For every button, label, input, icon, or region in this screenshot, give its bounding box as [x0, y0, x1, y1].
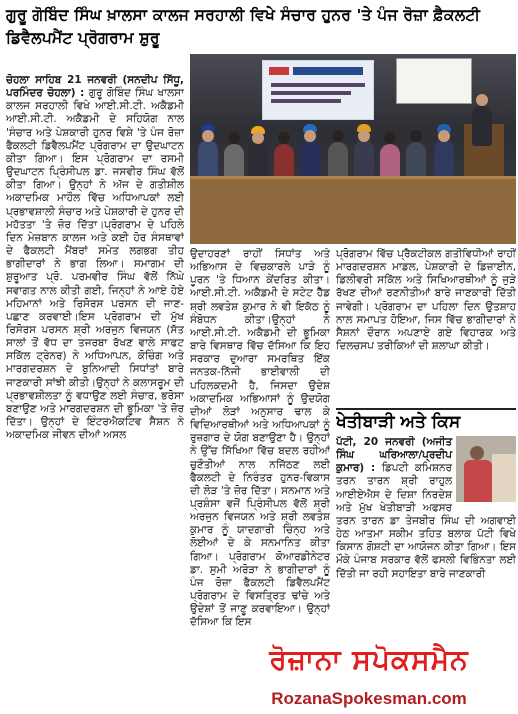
article-column-3 — [336, 248, 516, 408]
article-column-2 — [190, 248, 330, 656]
second-article-column — [336, 436, 516, 630]
article-dateline: ਚੋਹਲਾ ਸਾਹਿਬ 21 ਜਨਵਰੀ (ਸਨਦੀਪ ਸਿੱਧੂ, ਪਰਮਿੰਦਰ ਚੋਹਲਾ) : — [6, 74, 184, 100]
event-photo — [190, 54, 516, 244]
second-article-headline: ਖੇਤੀਬਾੜੀ ਅਤੇ ਕਿਸ — [336, 412, 461, 432]
second-article-dateline: ਪੱਟੀ, 20 ਜਨਵਰੀ (ਅਜੀਤ ਸਿੰਘ ਘਰਿਆਲਾ/ਪ੍ਰਦੀਪ ਕੁਮਾਰ) : — [336, 436, 452, 475]
section-divider — [336, 408, 516, 410]
article-body-1: ਗੁਰੂ ਗੋਬਿੰਦ ਸਿੰਘ ਖਾਲਸਾ ਕਾਲਜ ਸਰਹਾਲੀ ਵਿਖੇ ਆਈ.ਸੀ.ਟੀ. ਅਕੈਡਮੀ ਆਈ.ਸੀ.ਟੀ. ਅਕੈਡਮੀ ਦੇ ਸਹਿਯੋਗ ਨਾਲ 'ਸੰਚਾਰ ਅਤੇ ਪੇਸ਼ਕਾਰੀ ਹੁਨਰ ਵਿਸ਼ੇ 'ਤੇ ਪੰਜ ਰੋਜ਼ਾ ਫੈਕਲਟੀ ਡਿਵੈਲਪਮੈਂਟ ਪ੍ਰੋਗਰਾਮ ਦਾ ਉਦਘਾਟਨ ਕੀਤਾ ਗਿਆ। ਇਸ ਪ੍ਰੋਗਰਾਮ ਦਾ ਰਸਮੀ ਉਦਘਾਟਨ ਪ੍ਰਿੰਸੀਪਲ ਡਾ. ਜਸਵੀਰ ਸਿੰਘ ਵੱਲੋਂ ਕੀਤਾ ਗਿਆ। ਉਨ੍ਹਾਂ ਨੇ ਅੱਜ ਦੇ ਗਤੀਸ਼ੀਲ ਅਕਾਦਮਿਕ ਮਾਹੌਲ ਵਿੱਚ ਅਧਿਆਪਕਾਂ ਲਈ ਪ੍ਰਭਾਵਸ਼ਾਲੀ ਸੰਚਾਰ ਅਤੇ ਪੇਸ਼ਕਾਰੀ ਦੇ ਹੁਨਰ ਦੀ ਮਹੱਤਤਾ 'ਤੇ ਜ਼ੋਰ ਦਿੱਤਾ।ਪ੍ਰੋਗਰਾਮ ਦੇ ਪਹਿਲੇ ਦਿਨ ਮੇਜ਼ਬਾਨ ਕਾਲਜ ਅਤੇ ਕਈ ਹੋਰ ਸੰਸਥਾਵਾਂ ਦੇ ਫੈਕਲਟੀ ਮੈਂਬਰਾਂ ਸਮੇਤ ਲਗਭਗ ਤੀਹ ਭਾਗੀਦਾਰਾਂ ਨੇ ਭਾਗ ਲਿਆ। ਸਮਾਗਮ ਦੀ ਸ਼ੁਰੂਆਤ ਪ੍ਰੋ. ਪਰਮਵੀਰ ਸਿੰਘ ਵੱਲੋਂ ਨਿੱਘੇ ਸਵਾਗਤ ਨਾਲ ਕੀਤੀ ਗਈ, ਜਿਨ੍ਹਾਂ ਨੇ ਆਏ ਹੋਏ ਮਹਿਮਾਨਾਂ ਅਤੇ ਰਿਸੋਰਸ ਪਰਸਨ ਦੀ ਜਾਣ-ਪਛਾਣ ਕਰਵਾਈ।ਇਸ ਪ੍ਰੋਗਰਾਮ ਦੀ ਮੁੱਖ ਰਿਸੋਰਸ ਪਰਸਨ ਸ਼੍ਰੀ ਅਰਜੁਨ ਵਿਜਯਨ (ਸੱਤ ਸਾਲਾਂ ਤੋਂ ਵੱਧ ਦਾ ਤਜਰਬਾ ਰੱਖਣ ਵਾਲੇ ਸਾਫਟ ਸਕਿੱਲ ਟ੍ਰੇਨਰ) ਨੇ ਅਧਿਆਪਨ, ਕੋਚਿੰਗ ਅਤੇ ਮਾਰਗਦਰਸ਼ਨ ਦੇ ਬੁਨਿਆਦੀ ਸਿਧਾਂਤਾਂ ਬਾਰੇ ਜਾਣਕਾਰੀ ਸਾਂਝੀ ਕੀਤੀ।ਉਨ੍ਹਾਂ ਨੇ ਕਲਾਸਰੂਮ ਦੀ ਪ੍ਰਭਾਵਸ਼ੀਲਤਾ ਨੂੰ ਵਧਾਉਣ ਲਈ ਸੰਚਾਰ, ਭਰੋਸਾ ਬਣਾਉਣ ਅਤੇ ਮਾਰਗਦਰਸ਼ਨ ਦੀ ਭੂਮਿਕਾ 'ਤੇ ਜ਼ੋਰ ਦਿੱਤਾ। ਉਨ੍ਹਾਂ ਦੇ ਇੰਟਰਐਕਟਿਵ ਸੈਸ਼ਨ ਨੇ ਅਕਾਦਮਿਕ ਜੀਵਨ ਦੀਆਂ ਅਸਲ — [6, 87, 184, 442]
page-headline: ਗੁਰੂ ਗੋਬਿੰਦ ਸਿੰਘ ਖ਼ਾਲਸਾ ਕਾਲਜ ਸਰਹਾਲੀ ਵਿਖੇ ਸੰਚਾਰ ਹੁਨਰ 'ਤੇ ਪੰਜ ਰੋਜ਼ਾ ਫ਼ੈਕਲਟੀ ਡਿਵੈਲਪਮੈਂਟ ਪ੍ਰੋਗਰਾਮ ਸ਼ੁਰੂ — [6, 6, 481, 47]
newspaper-logo: ਰੋਜ਼ਾਨਾ ਸਪੋਕਸਮੈਨ — [269, 643, 469, 676]
event-banner — [262, 60, 374, 120]
conference-table — [190, 176, 516, 244]
second-article-photo — [456, 436, 516, 502]
article-column-1 — [6, 74, 184, 714]
article-body-2: ਉਦਾਹਰਣਾਂ ਰਾਹੀਂ ਸਿਧਾਂਤ ਅਤੇ ਅਭਿਆਸ ਦੇ ਵਿਚਕਾਰਲੇ ਪਾੜੇ ਨੂੰ ਪੂਰਨ 'ਤੇ ਧਿਆਨ ਕੇਂਦਰਿਤ ਕੀਤਾ। ਆਈ.ਸੀ.ਟੀ. ਅਕੈਡਮੀ ਦੇ ਸਟੇਟ ਹੈੱਡ ਸ਼੍ਰੀ ਲਵਤੇਸ਼ ਕੁਮਾਰ ਨੇ ਵੀ ਇਕੱਠ ਨੂੰ ਸੰਬੋਧਨ ਕੀਤਾ।ਉਨ੍ਹਾਂ ਨੇ ਆਈ.ਸੀ.ਟੀ. ਅਕੈਡਮੀ ਦੀ ਭੂਮਿਕਾ ਬਾਰੇ ਵਿਸਥਾਰ ਵਿੱਚ ਦੱਸਿਆ ਕਿ ਇਹ ਸਰਕਾਰ ਦੁਆਰਾ ਸਮਰਥਿਤ ਇੱਕ ਜਨਤਕ-ਨਿੱਜੀ ਭਾਈਵਾਲੀ ਦੀ ਪਹਿਲਕਦਮੀ ਹੈ, ਜਿਸਦਾ ਉਦੇਸ਼ ਅਕਾਦਮਿਕ ਅਭਿਆਸਾਂ ਨੂੰ ਉਦਯੋਗ ਦੀਆਂ ਲੋੜਾਂ ਅਨੁਸਾਰ ਢਾਲ ਕੇ ਵਿਦਿਆਰਥੀਆਂ ਅਤੇ ਅਧਿਆਪਕਾਂ ਨੂੰ ਰੁਜ਼ਗਾਰ ਦੇ ਯੋਗ ਬਣਾਉਣਾ ਹੈ। ਉਨ੍ਹਾਂ ਨੇ ਉੱਚ ਸਿੱਖਿਆ ਵਿੱਚ ਬਦਲ ਰਹੀਆਂ ਚੁਣੌਤੀਆਂ ਨਾਲ ਨਜਿੱਠਣ ਲਈ ਫੈਕਲਟੀ ਦੇ ਨਿਰੰਤਰ ਹੁਨਰ-ਵਿਕਾਸ ਦੀ ਲੋੜ 'ਤੇ ਜ਼ੋਰ ਦਿੱਤਾ। ਸਨਮਾਨ ਅਤੇ ਪ੍ਰਸ਼ੰਸਾ ਵਜੋਂ ਪ੍ਰਿੰਸੀਪਲ ਵੱਲੋਂ ਸ਼੍ਰੀ ਅਰਜੁਨ ਵਿਜਯਨ ਅਤੇ ਸ਼੍ਰੀ ਲਵਤੇਸ਼ ਕੁਮਾਰ ਨੂੰ ਯਾਦਗਾਰੀ ਚਿੰਨ੍ਹ ਅਤੇ ਲੋਈਆਂ ਦੇ ਕੇ ਸਨਮਾਨਿਤ ਕੀਤਾ ਗਿਆ। ਪ੍ਰੋਗਰਾਮ ਕੋਆਰਡੀਨੇਟਰ ਡਾ. ਸੁਮੀ ਅਰੋੜਾ ਨੇ ਭਾਗੀਦਾਰਾਂ ਨੂੰ ਪੰਜ ਰੋਜ਼ਾ ਫੈਕਲਟੀ ਡਿਵੈਲਪਮੈਂਟ ਪ੍ਰੋਗਰਾਮ ਦੇ ਵਿਸਤ੍ਰਿਤ ਢਾਂਚੇ ਅਤੇ ਉਦੇਸ਼ਾਂ ਤੋਂ ਜਾਣੂ ਕਰਵਾਇਆ। ਉਨ੍ਹਾਂ ਦੱਸਿਆ ਕਿ ਇਸ — [190, 248, 330, 629]
newspaper-url[interactable]: RozanaSpokesman.com — [271, 689, 467, 708]
article-body-3: ਪ੍ਰੋਗਰਾਮ ਵਿੱਚ ਪ੍ਰੈਕਟੀਕਲ ਗਤੀਵਿਧੀਆਂ ਰਾਹੀਂ ਮਾਰਗਦਰਸ਼ਨ ਮਾਡਲ, ਪੇਸ਼ਕਾਰੀ ਦੇ ਡਿਜ਼ਾਈਨ, ਡਿਲੀਵਰੀ ਸਕਿੱਲ ਅਤੇ ਸਿਖਿਆਰਥੀਆਂ ਨੂੰ ਜੁੜੇ ਰੱਖਣ ਦੀਆਂ ਰਣਨੀਤੀਆਂ ਬਾਰੇ ਜਾਣਕਾਰੀ ਦਿੱਤੀ ਜਾਵੇਗੀ। ਪ੍ਰੋਗਰਾਮ ਦਾ ਪਹਿਲਾ ਦਿਨ ਉਤਸ਼ਾਹ ਨਾਲ ਸਮਾਪਤ ਹੋਇਆ, ਜਿਸ ਵਿੱਚ ਭਾਗੀਦਾਰਾਂ ਨੇ ਸੈਸ਼ਨਾਂ ਦੌਰਾਨ ਅਪਣਾਏ ਗਏ ਵਿਹਾਰਕ ਅਤੇ ਦਿਲਚਸਪ ਤਰੀਕਿਆਂ ਦੀ ਸ਼ਲਾਘਾ ਕੀਤੀ। — [336, 248, 516, 353]
second-article-body: ਡਿਪਟੀ ਕਮਿਸ਼ਨਰ ਤਰਨ ਤਾਰਨ ਸ਼੍ਰੀ ਰਾਹੁਲ ਆਈਏਐਸ ਦੇ ਦਿਸ਼ਾ ਨਿਰਦੇਸ਼ ਅਤੇ ਮੁੱਖ ਖੇਤੀਬਾੜੀ ਅਫਸਰ ਤਰਨ ਤਾਰਨ ਡਾ ਤੇਜਬੀਰ ਸਿੰਘ ਦੀ ਅਗਵਾਈ ਹੇਠ ਆਤਮਾ ਸਕੀਮ ਤਹਿਤ ਬਲਾਕ ਪੱਟੀ ਵਿਖੇ ਕਿਸਾਨ ਗੋਸ਼ਟੀ ਦਾ ਆਯੋਜਨ ਕੀਤਾ ਗਿਆ। ਇਸ ਮੌਕੇ ਪੰਜਾਬ ਸਰਕਾਰ ਵੱਲੋਂ ਫਸਲੀ ਵਿਭਿੰਨਤਾ ਲਈ ਦਿੱਤੀ ਜਾ ਰਹੀ ਸਹਾਇਤਾ ਬਾਰੇ ਜਾਣਕਾਰੀ — [336, 462, 516, 580]
projector-screen — [396, 58, 472, 104]
